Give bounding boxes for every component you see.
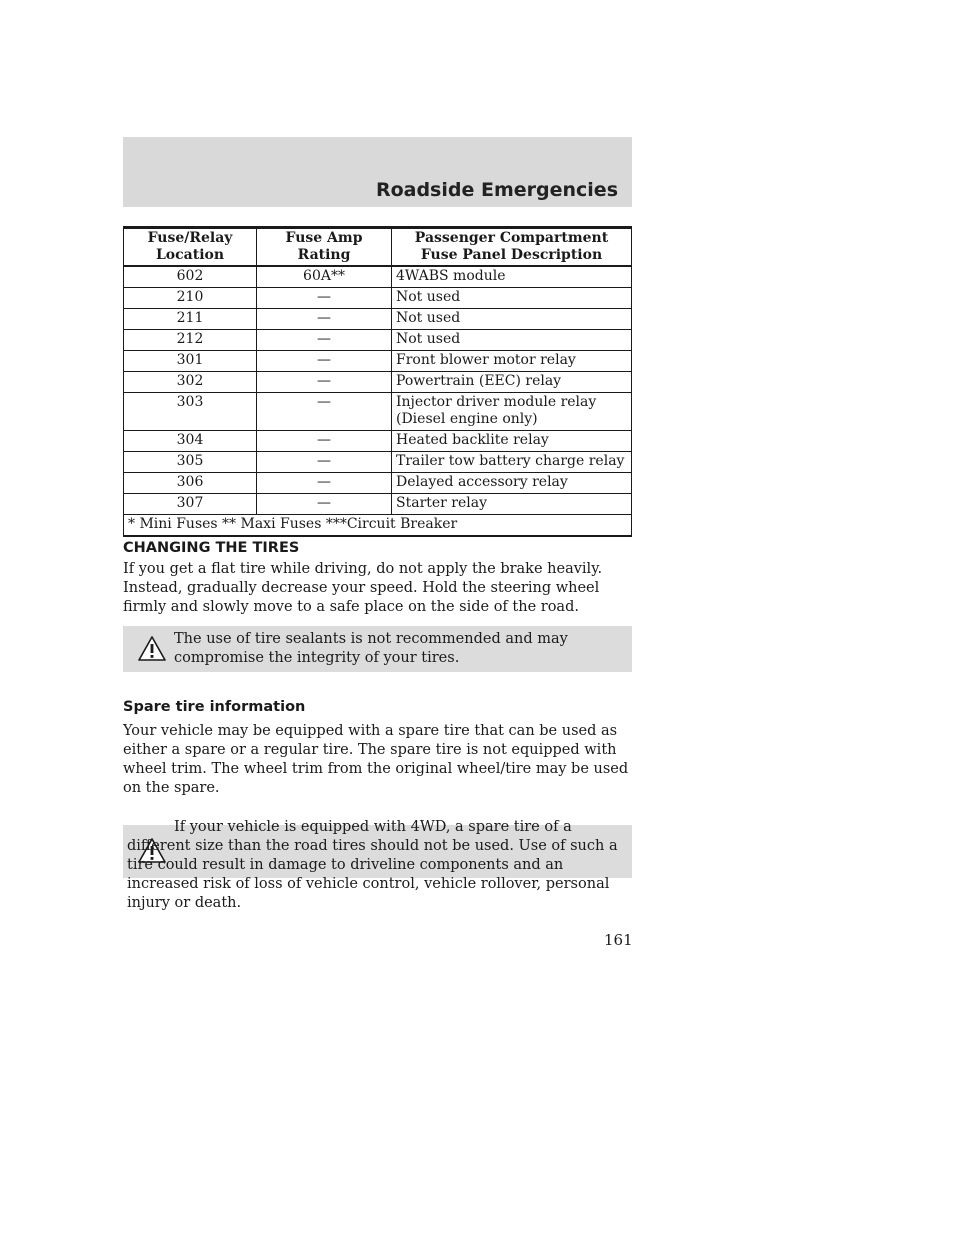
spare-tire-body: Your vehicle may be equipped with a spare tire that can be used as either a spare or a regular tire. The spare tire is not equipped with wheel trim. The wheel trim from the original wheel/tire may be used on the spare.: [123, 723, 629, 796]
location-cell: 303: [124, 393, 257, 431]
amp-rating-cell: —: [257, 473, 392, 494]
location-cell: 302: [124, 372, 257, 393]
table-row: [124, 351, 632, 372]
fuse-table-footnote: * Mini Fuses ** Maxi Fuses ***Circuit Breaker: [124, 515, 632, 537]
description-cell: Not used: [392, 309, 632, 330]
location-cell: 305: [124, 452, 257, 473]
fuse-table-header-row: [124, 228, 632, 267]
description-cell: Delayed accessory relay: [392, 473, 632, 494]
table-row: [124, 494, 632, 515]
location-cell: 306: [124, 473, 257, 494]
header-description: Passenger Compartment Fuse Panel Description: [392, 228, 632, 267]
section-title: Roadside Emergencies: [375, 179, 618, 201]
table-row: [124, 309, 632, 330]
amp-rating-cell: —: [257, 393, 392, 431]
fuse-table-footnote-row: [124, 515, 632, 537]
table-row: [124, 266, 632, 288]
changing-tires-heading: CHANGING THE TIRES: [123, 540, 300, 556]
amp-rating-cell: —: [257, 330, 392, 351]
description-cell: Powertrain (EEC) relay: [392, 372, 632, 393]
description-cell: 4WABS module: [392, 266, 632, 288]
description-cell: Starter relay: [392, 494, 632, 515]
changing-tires-section: [123, 540, 632, 617]
header-location: Fuse/Relay Location: [124, 228, 257, 267]
location-cell: 212: [124, 330, 257, 351]
spare-tire-warning-text: If your vehicle is equipped with 4WD, a spare tire of a different size than the road tires should not be used. Use of such a tire could result in damage to driveline components and an increased risk of loss of vehicle control, vehicle rollover, personal injury or death.: [127, 819, 618, 911]
warning-triangle-icon: [137, 635, 167, 666]
location-cell: 602: [124, 266, 257, 288]
tire-sealant-warning: [123, 626, 632, 672]
header-amp-rating: Fuse Amp Rating: [257, 228, 392, 267]
description-cell: Heated backlite relay: [392, 431, 632, 452]
tire-sealant-warning-text: The use of tire sealants is not recommended and may compromise the integrity of your tires.: [174, 631, 568, 666]
table-row: [124, 372, 632, 393]
table-row: [124, 288, 632, 309]
location-cell: 304: [124, 431, 257, 452]
description-cell: Injector driver module relay (Diesel engine only): [392, 393, 632, 431]
description-cell: Not used: [392, 330, 632, 351]
spare-tire-warning: [123, 819, 632, 911]
amp-rating-cell: 60A**: [257, 266, 392, 288]
amp-rating-cell: —: [257, 351, 392, 372]
table-row: [124, 330, 632, 351]
location-cell: 211: [124, 309, 257, 330]
section-header-band: [123, 137, 632, 207]
table-row: [124, 393, 632, 431]
amp-rating-cell: —: [257, 452, 392, 473]
amp-rating-cell: —: [257, 431, 392, 452]
amp-rating-cell: —: [257, 288, 392, 309]
location-cell: 307: [124, 494, 257, 515]
location-cell: 210: [124, 288, 257, 309]
changing-tires-body: If you get a flat tire while driving, do not apply the brake heavily. Instead, gradually decrease your speed. Hold the steering wheel firmly and slowly move to a safe place on the side of the road.: [123, 561, 603, 615]
table-row: [124, 473, 632, 494]
fuse-table-body: [124, 266, 632, 515]
table-row: [124, 452, 632, 473]
description-cell: Not used: [392, 288, 632, 309]
description-cell: Front blower motor relay: [392, 351, 632, 372]
description-cell: Trailer tow battery charge relay: [392, 452, 632, 473]
spare-tire-heading: Spare tire information: [123, 699, 306, 715]
location-cell: 301: [124, 351, 257, 372]
fuse-table: [123, 226, 632, 537]
amp-rating-cell: —: [257, 372, 392, 393]
amp-rating-cell: —: [257, 494, 392, 515]
table-row: [124, 431, 632, 452]
page-number: 161: [604, 931, 633, 949]
spare-tire-section: [123, 699, 632, 798]
amp-rating-cell: —: [257, 309, 392, 330]
